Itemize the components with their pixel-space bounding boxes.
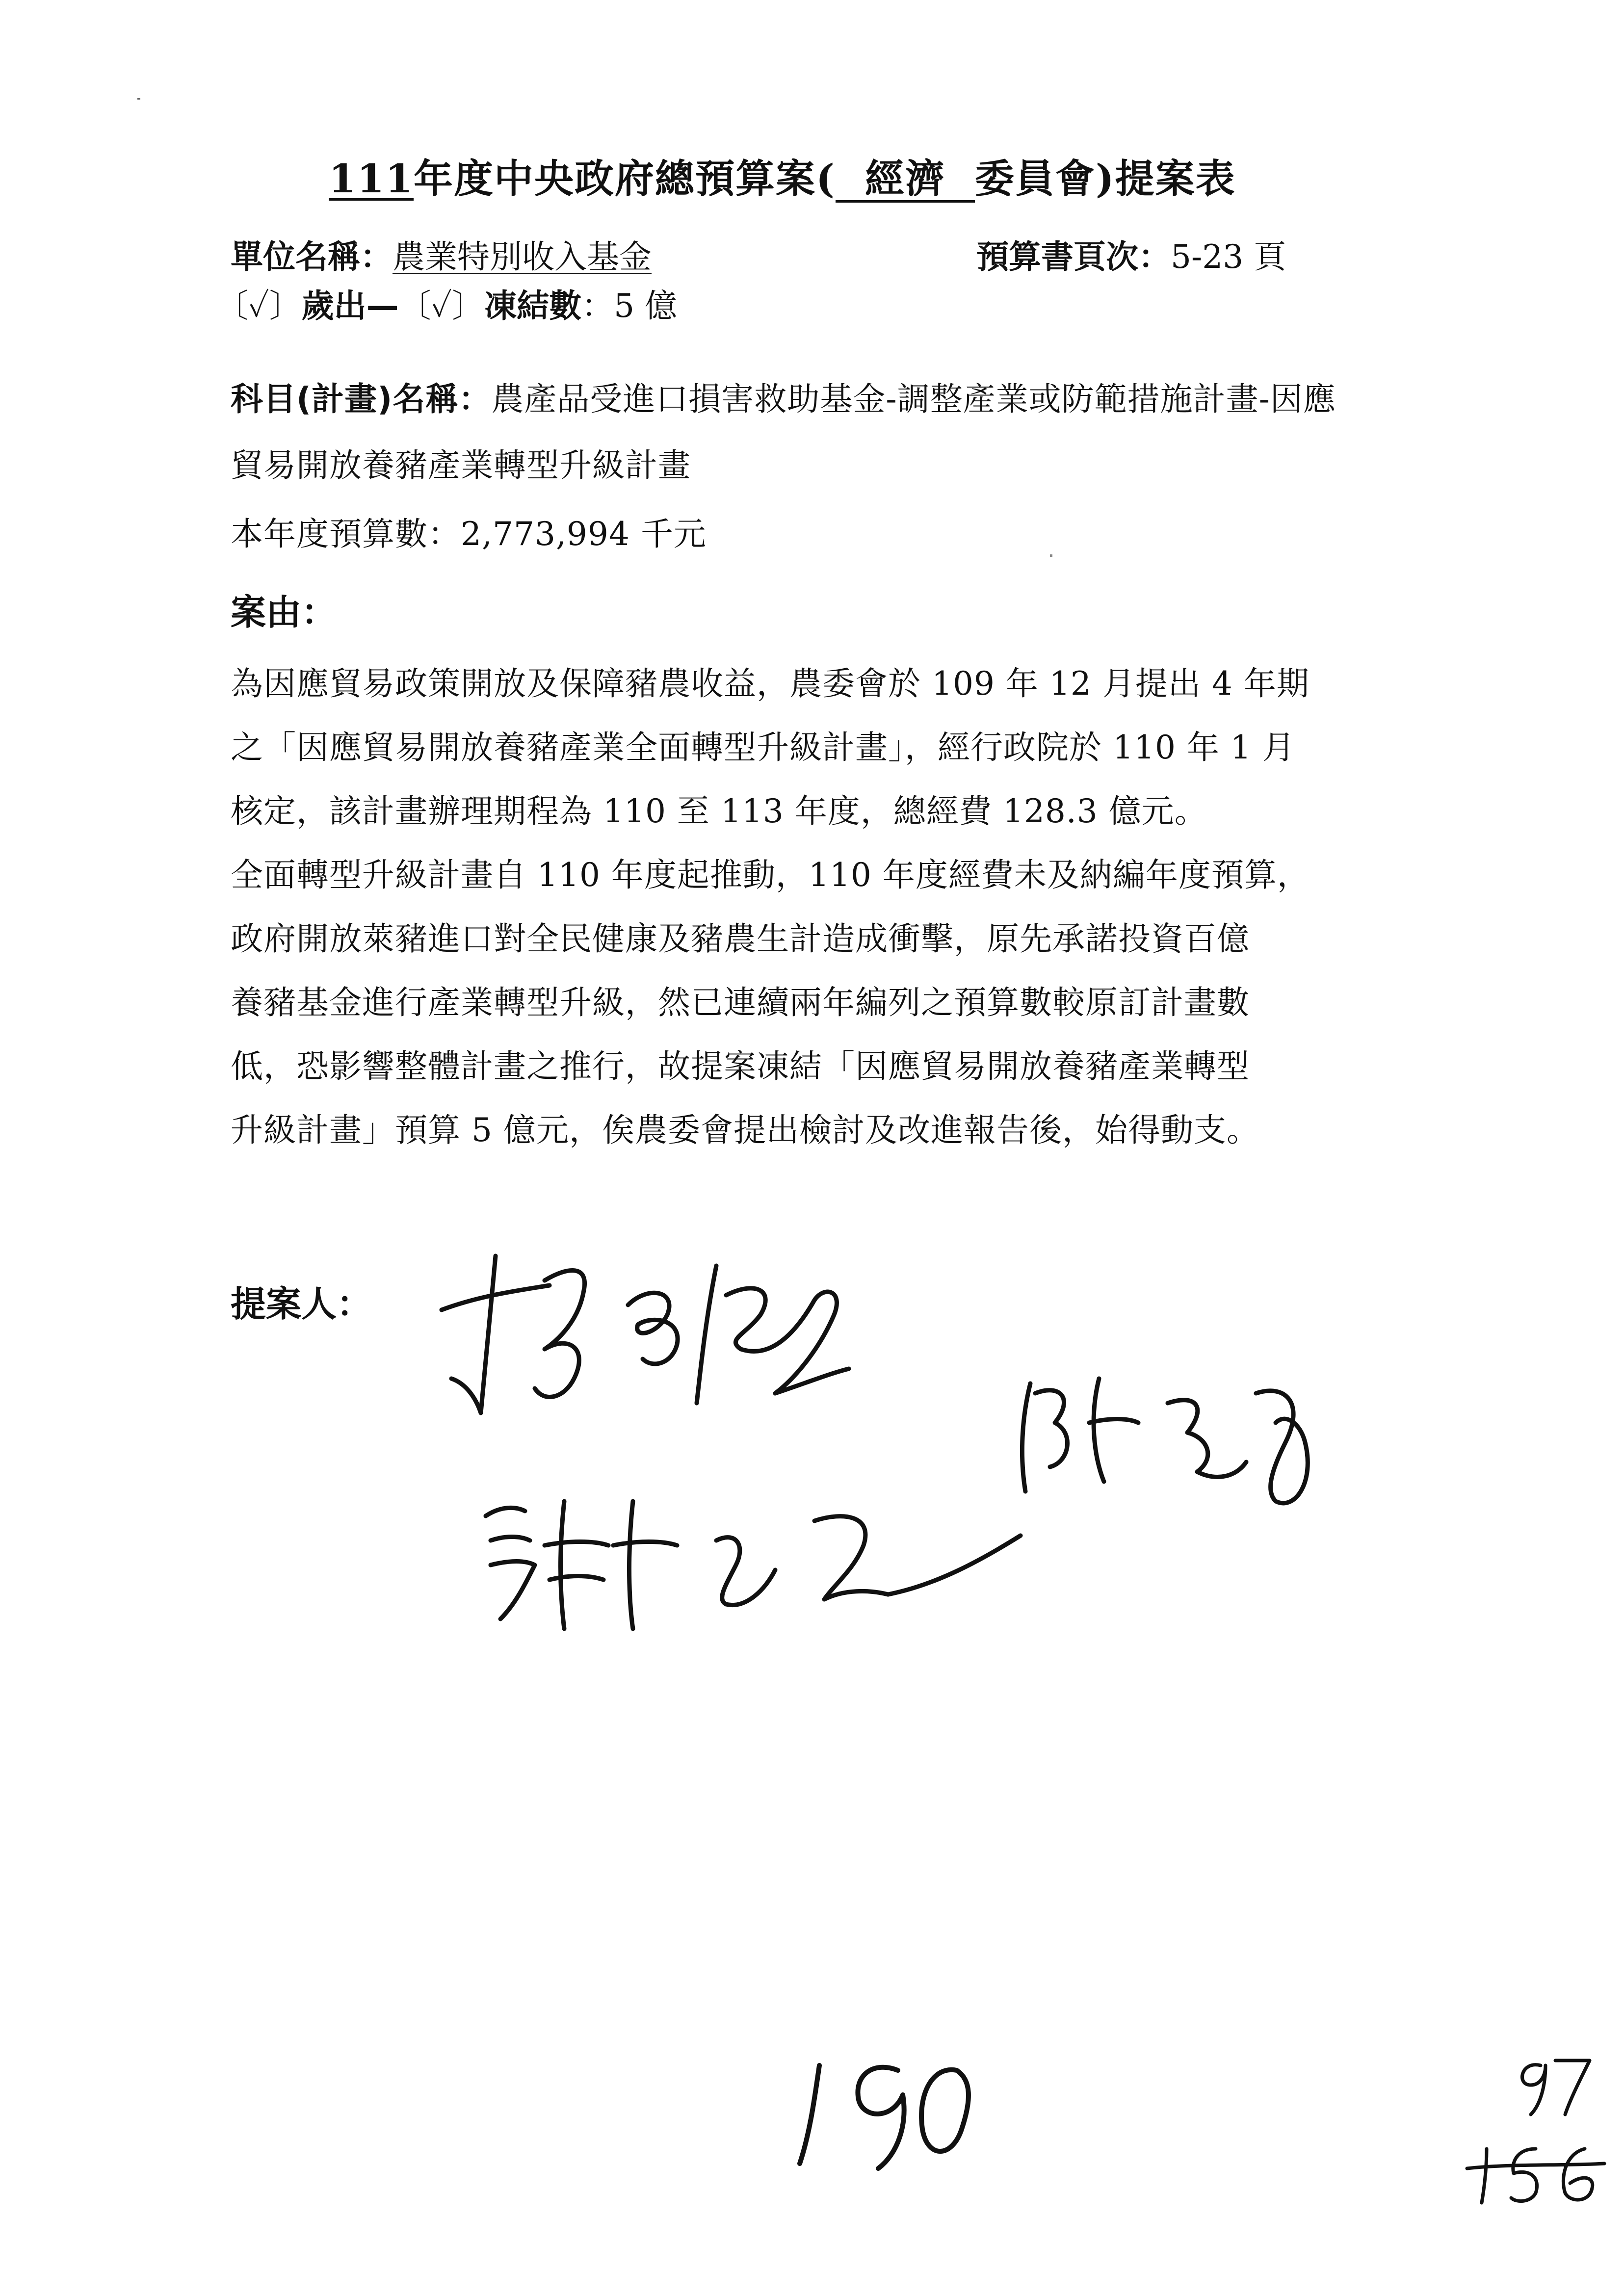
- title-committee: 經濟: [836, 159, 975, 203]
- annual-budget: 本年度預算數：2,773,994 千元: [231, 515, 707, 553]
- title-middle: 年度中央政府總預算案(: [414, 156, 836, 202]
- reason-line: 全面轉型升級計畫自 110 年度起推動，110 年度經費未及納編年度預算，: [231, 856, 1310, 894]
- unit-row: [231, 231, 652, 277]
- expense-label: 歲出—: [301, 287, 399, 325]
- unit-label: 單位名稱：: [231, 238, 393, 276]
- freeze-label: 凍結數: [484, 287, 582, 325]
- freeze-row: [216, 280, 677, 326]
- reason-line: 為因應貿易政策開放及保障豬農收益，農委會於 109 年 12 月提出 4 年期: [231, 665, 1310, 703]
- subject-line-1: [231, 373, 1336, 419]
- scan-speck: [1050, 554, 1052, 557]
- reason-heading: 案由：: [231, 592, 337, 633]
- scan-speck: [137, 98, 140, 100]
- signature-3: [471, 1472, 1035, 1648]
- page-title: [329, 147, 1236, 204]
- reason-line: 核定，該計畫辦理期程為 110 至 113 年度，總經費 128.3 億元。: [231, 792, 1207, 830]
- expense-checkbox: 〔✓〕: [216, 287, 302, 325]
- subject-line-2: 貿易開放養豬產業轉型升級計畫: [231, 446, 691, 484]
- freeze-value: ：5 億: [581, 287, 678, 325]
- signature-2: [991, 1364, 1335, 1550]
- title-year: 111: [329, 156, 414, 202]
- subject-label: 科目(計畫)名稱：: [231, 380, 492, 418]
- signature-1: [422, 1236, 962, 1442]
- subject-text-1: 農產品受進口損害救助基金-調整產業或防範措施計畫-因應: [491, 380, 1336, 418]
- budget-page-label: 預算書頁次：: [976, 238, 1171, 276]
- reason-line: 之「因應貿易開放養豬產業全面轉型升級計畫」，經行政院於 110 年 1 月: [231, 729, 1295, 766]
- reason-line: 升級計畫」預算 5 億元，俟農委會提出檢討及改進報告後，始得動支。: [231, 1111, 1259, 1149]
- reason-line: 低，恐影響整體計畫之推行，故提案凍結「因應貿易開放養豬產業轉型: [231, 1047, 1250, 1085]
- title-end: 委員會)提案表: [974, 156, 1236, 202]
- corner-number-top: [1501, 2051, 1599, 2119]
- corner-number-bottom: [1462, 2129, 1609, 2208]
- freeze-checkbox: 〔✓〕: [398, 287, 485, 325]
- reason-line: 政府開放萊豬進口對全民健康及豬農生計造成衝擊，原先承諾投資百億: [231, 920, 1250, 958]
- budget-page-value: 5-23 頁: [1171, 238, 1286, 276]
- budget-page-row: [976, 231, 1286, 277]
- unit-value: 農業特別收入基金: [393, 238, 652, 276]
- reason-line: 養豬基金進行產業轉型升級，然已連續兩年編列之預算數較原訂計畫數: [231, 984, 1250, 1021]
- handwritten-page-number: [785, 2051, 991, 2178]
- proposer-label: 提案人：: [231, 1283, 372, 1325]
